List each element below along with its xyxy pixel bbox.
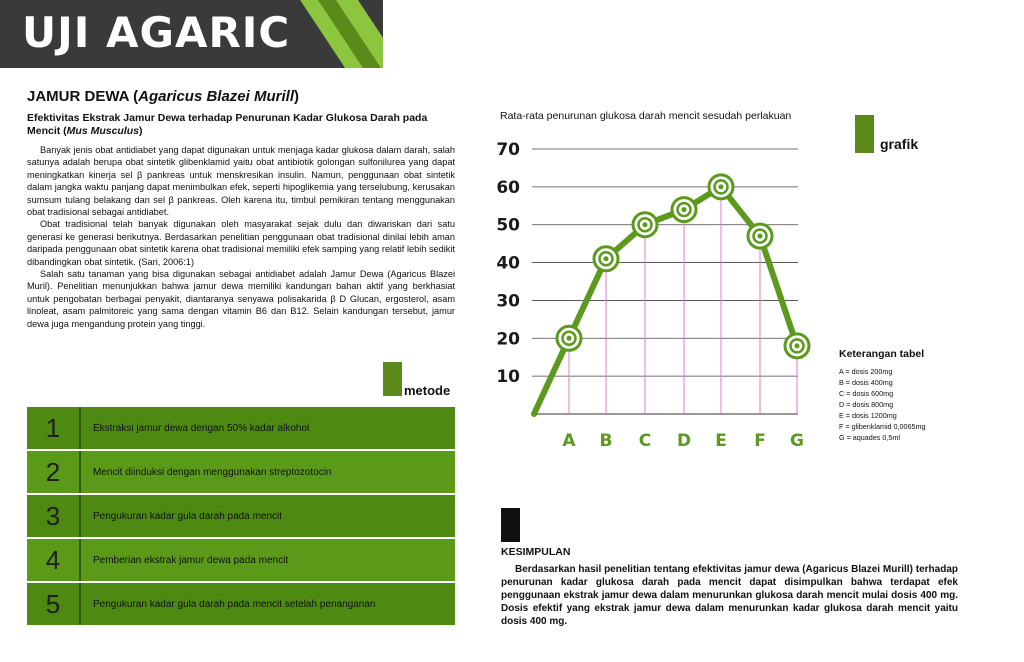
- x-tick-label: B: [599, 431, 613, 451]
- article-subtitle-close: ): [139, 125, 143, 137]
- header-banner: [0, 0, 383, 68]
- x-tick-label: F: [754, 431, 766, 451]
- step-text: Pemberian ekstrak jamur dewa pada mencit: [93, 554, 289, 566]
- step-text: Ekstraksi jamur dewa dengan 50% kadar alkohol: [93, 422, 310, 434]
- legend-item: B = dosis 400mg: [839, 378, 893, 387]
- x-tick-label: A: [562, 431, 576, 451]
- article-paragraph: Salah satu tanaman yang bisa digunakan sebagai antidiabet adalah Jamur Dewa (Agaricus Blazei Muril). Penelitian menunjukkan bahwa jamur dewa memiliki kandungan bahan aktif yang berkhasiat untuk pengobatan berbagai penyakit, diantaranya senyawa polisakarida β D Glucan, ergosterol, asam linoleat, asam palmitoreic yang sama dengan vitamin B6 dan B12. Selain kandungan tersebut, jamur dewa juga mengandung protein yang tinggi.: [27, 269, 455, 329]
- y-tick-label: 20: [496, 329, 520, 350]
- method-step: [27, 451, 455, 493]
- legend-item: F = glibenklamid 0,0065mg: [839, 422, 926, 431]
- x-tick-label: G: [790, 431, 804, 451]
- article-title-species: Agaricus Blazei Murill: [138, 88, 294, 105]
- kesimpulan-text: [501, 563, 958, 628]
- legend-item: E = dosis 1200mg: [839, 411, 897, 420]
- step-text: Pengukuran kadar gula darah pada mencit: [93, 510, 283, 522]
- x-tick-label: E: [715, 431, 727, 451]
- article-paragraph: Obat tradisional telah banyak digunakan oleh masyarakat sejak dulu dan diwariskan dari satu generasi ke generasi berikutnya. Berdasarkan penelitian penggunaan obat tradisional dinilai lebih aman daripada penggunaan obat sintetik karena obat tradisional memiliki efek samping yang relatif lebih sedikit dibandingkan obat sintetik. (Sari, 2006:1): [27, 219, 455, 267]
- method-step: [27, 539, 455, 581]
- grafik-tag-bar: [855, 115, 874, 153]
- y-tick-label: 70: [496, 140, 520, 160]
- data-point: [672, 198, 696, 222]
- data-point: [633, 213, 657, 237]
- method-step: [27, 407, 455, 449]
- step-text: Pengukuran kadar gula darah pada mencit setelah penanganan: [93, 598, 376, 610]
- metode-label: metode: [404, 383, 451, 398]
- metode-tag-bar: [383, 362, 402, 396]
- grafik-label: grafik: [880, 136, 919, 152]
- article-subtitle-text: Efektivitas Ekstrak Jamur Dewa terhadap Penurunan Kadar Glukosa Darah pada Mencit (: [27, 112, 428, 137]
- kesimpulan-tag-bar: [501, 508, 520, 542]
- data-point: [709, 175, 733, 199]
- legend-item: G = aquades 0,5ml: [839, 433, 900, 442]
- y-tick-label: 60: [496, 177, 520, 198]
- y-tick-label: 10: [496, 367, 520, 388]
- y-tick-label: 50: [496, 215, 520, 236]
- article-title: [27, 88, 299, 105]
- banner-title: UJI AGARIC: [22, 8, 291, 57]
- article-body: [27, 144, 455, 330]
- data-point: [785, 334, 809, 358]
- x-tick-label: D: [676, 431, 692, 451]
- kesimpulan-title: KESIMPULAN: [501, 546, 571, 558]
- step-number: 5: [27, 583, 81, 625]
- method-step: [27, 495, 455, 537]
- article-subtitle: [27, 112, 447, 138]
- article-paragraph: Banyak jenis obat antidiabet yang dapat digunakan untuk menjaga kadar glukosa dalam darah, salah satunya adalah berupa obat sintetik glibenklamid yaitu obat antibiotik golongan sulfonilurea yang dapat meningkatkan kinerja sel β pankreas untuk menskresikan insulin. Namun, penggunaan obat sintetik dalam jangka waktu panjang dapat menimbulkan efek, seperti hipoglikemia yang terselubung, kerusakan sumsum tulang belakang dan sel β pankreas. Oleh karena itu, timbul pemikiran tentang menggunakan obat tradisional sebagai antidiabet.: [27, 145, 455, 218]
- kesimpulan-paragraph: Berdasarkan hasil penelitian tentang efektivitas jamur dewa (Agaricus Blazei Murill) terhadap penurunan kadar glukosa darah pada mencit dapat disimpulkan bahwa terdapat efek penggunaan ekstrak jamur dewa dalam menurunkan glukosa darah mencit mulai dosis 400 mg. Dosis efektif yang ekstrak jamur dewa dalam menurunkan kadar glukosa darah mencit yaitu dosis 400 mg.: [501, 564, 958, 627]
- method-step: [27, 583, 455, 625]
- data-point: [594, 247, 618, 271]
- article-title-close: ): [293, 88, 299, 105]
- legend-item: D = dosis 800mg: [839, 400, 894, 409]
- legend-item: C = dosis 600mg: [839, 389, 894, 398]
- step-text: Mencit diinduksi dengan menggunakan streptozotocin: [93, 466, 332, 478]
- x-tick-label: C: [638, 431, 652, 451]
- data-point: [748, 224, 772, 248]
- method-steps-list: [27, 407, 455, 627]
- data-point: [557, 326, 581, 350]
- step-number: 4: [27, 539, 81, 581]
- legend-list: [839, 366, 926, 443]
- article-subtitle-species: Mus Musculus: [66, 125, 140, 137]
- legend-title: Keterangan tabel: [839, 348, 925, 360]
- chart-title: Rata-rata penurunan glukosa darah mencit sesudah perlakuan: [500, 110, 792, 122]
- legend-item: A = dosis 200mg: [839, 367, 893, 376]
- step-number: 2: [27, 451, 81, 493]
- y-tick-label: 30: [496, 291, 520, 312]
- y-tick-label: 40: [496, 253, 520, 274]
- step-number: 1: [27, 407, 81, 449]
- article-title-text: JAMUR DEWA (: [27, 88, 139, 105]
- series-line: [534, 187, 797, 414]
- step-number: 3: [27, 495, 81, 537]
